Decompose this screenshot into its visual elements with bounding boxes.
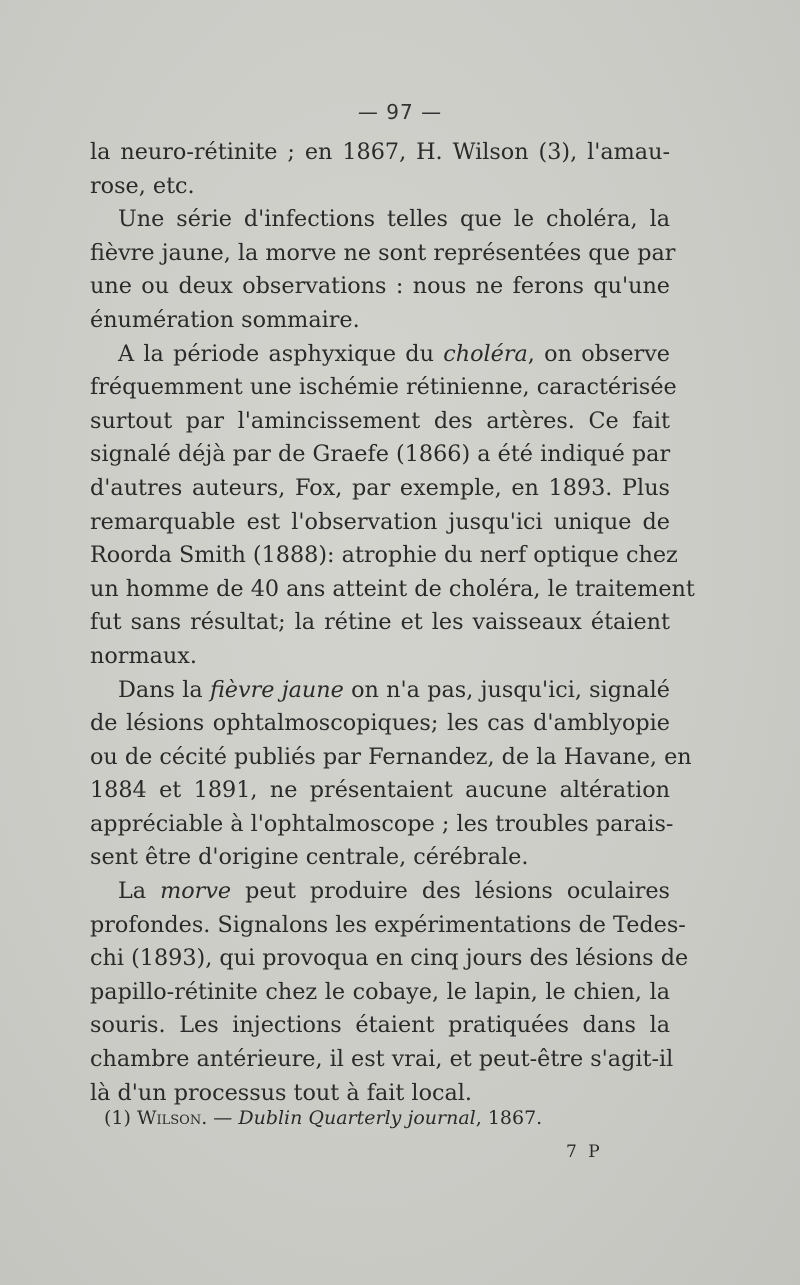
text-line: normaux.: [90, 642, 197, 669]
text-segment: Dans la: [118, 676, 210, 703]
text-line: 1884 et 1891, ne présentaient aucune altération: [90, 777, 670, 804]
text-line: rose, etc.: [90, 172, 195, 199]
text-line: [90, 674, 670, 708]
text-line: fréquemment une ischémie rétinienne, caractérisée: [90, 374, 677, 401]
text-line: de lésions ophtalmoscopiques; les cas d'amblyopie: [90, 710, 670, 737]
text-segment: La: [118, 878, 161, 905]
text-line: papillo-rétinite chez le cobaye, le lapin, le chien, la: [90, 978, 670, 1005]
text-segment: A la période asphyxique du: [118, 340, 444, 367]
italic-term-morve: morve: [160, 878, 232, 905]
footnote-journal: Dublin Quarterly journal: [238, 1107, 476, 1129]
text-line: la neuro-rétinite ; en 1867, H. Wilson (3), l'amau-: [90, 139, 670, 165]
text-line: chi (1893), qui provoqua en cinq jours des lésions de: [90, 945, 689, 972]
footnote-year: , 1867.: [475, 1107, 543, 1129]
signature-mark: 7 P: [566, 1142, 603, 1162]
footnote-dash: —: [207, 1107, 239, 1129]
text-line: un homme de 40 ans atteint de choléra, le traitement: [90, 575, 695, 602]
text-line: d'autres auteurs, Fox, par exemple, en 1893. Plus: [90, 474, 670, 501]
text-line: sent être d'origine centrale, cérébrale.: [90, 844, 529, 871]
text-line: une ou deux observations : nous ne ferons qu'une: [90, 273, 670, 300]
text-line: là d'un processus tout à fait local.: [90, 1079, 472, 1106]
body-text: [90, 136, 695, 1110]
text-line: remarquable est l'observation jusqu'ici unique de: [90, 508, 670, 535]
text-line: [90, 875, 670, 909]
text-line: fièvre jaune, la morve ne sont représentées que par: [90, 239, 676, 266]
text-line: ou de cécité publiés par Fernandez, de la Havane, en: [90, 743, 692, 770]
text-line: souris. Les injections étaient pratiquées dans la: [90, 1012, 670, 1039]
text-line: appréciable à l'ophtalmoscope ; les troubles parais-: [90, 810, 674, 837]
text-line: profondes. Signalons les expérimentations de Tedes-: [90, 911, 686, 938]
footnote: [104, 1107, 624, 1129]
text-segment: on n'a pas, jusqu'ici, signalé: [343, 676, 671, 703]
italic-term-cholera: choléra: [443, 340, 528, 367]
footnote-marker: (1): [104, 1107, 131, 1129]
text-line: fut sans résultat; la rétine et les vaisseaux étaient: [90, 609, 670, 636]
text-line: Une série d'infections telles que le choléra, la: [118, 206, 670, 233]
page-number: — 97 —: [357, 100, 443, 124]
text-line: chambre antérieure, il est vrai, et peut-être s'agit-il: [90, 1046, 674, 1073]
text-line: [90, 338, 670, 372]
italic-term-fievre-jaune: fièvre jaune: [209, 676, 344, 703]
text-line: énumération sommaire.: [90, 306, 360, 333]
text-line: Roorda Smith (1888): atrophie du nerf optique chez: [90, 542, 678, 569]
text-segment: , on observe: [527, 340, 670, 367]
text-line: signalé déjà par de Graefe (1866) a été indiqué par: [90, 441, 671, 468]
text-segment: peut produire des lésions oculaires: [231, 878, 670, 905]
footnote-author: Wilson.: [136, 1107, 208, 1129]
text-line: surtout par l'amincissement des artères. Ce fait: [90, 407, 670, 434]
